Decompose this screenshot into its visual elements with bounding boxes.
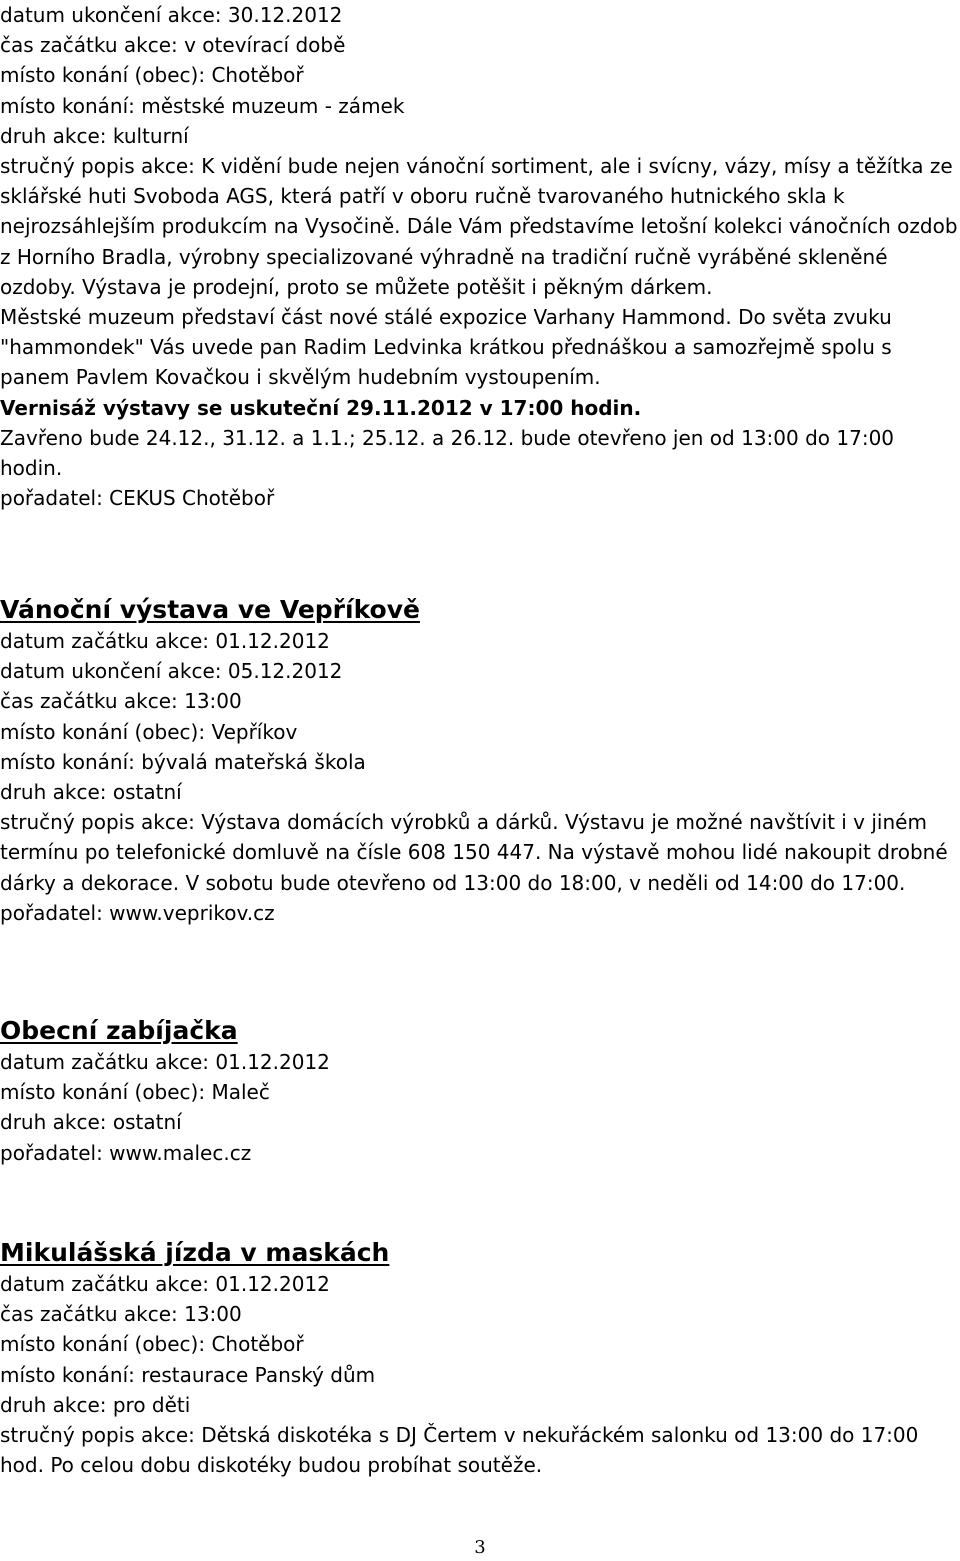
event-description: stručný popis akce: K vidění bude nejen vánoční sortiment, ale i svícny, vázy, mísy a těžítka ze sklářské huti Svoboda AGS, která patří v oboru ručně tvarovaného hutnického skla k nejrozsáhlejším produkcím na Vysočině. Dále Vám představíme letošní kolekci vánočních ozdob z Horního Bradla, výrobny specializované výhradně na tradiční ručně vyráběné skleněné ozdoby. Výstava je prodejní, proto se můžete potěšit i pěkným dárkem.: [0, 154, 958, 299]
event-venue-town: místo konání (obec): Chotěboř: [0, 1332, 304, 1357]
event-venue-town: místo konání (obec): Vepříkov: [0, 719, 298, 744]
event-venue: místo konání: městské muzeum - zámek: [0, 93, 405, 118]
event-start-time: čas začátku akce: v otevírací době: [0, 33, 346, 58]
event-end-date: datum ukončení akce: 05.12.2012: [0, 659, 343, 684]
event-type: druh akce: ostatní: [0, 780, 182, 805]
event-title: Obecní zabíjačka: [0, 1016, 238, 1045]
event-organizer: pořadatel: www.malec.cz: [0, 1140, 252, 1165]
event-start-date: datum začátku akce: 01.12.2012: [0, 629, 330, 653]
event-title: Mikulášská jízda v maskách: [0, 1238, 390, 1267]
event-museum-note: Městské muzeum představí část nové stálé expozice Varhany Hammond. Do světa zvuku "hammondek" Vás uvede pan Radim Ledvinka krátkou přednáškou a samozřejmě spolu s panem Pavlem Kovačkou i skvělým hudebním vystoupením.: [0, 305, 892, 390]
event-venue-town: místo konání (obec): Chotěboř: [0, 63, 304, 88]
event-type: druh akce: kulturní: [0, 123, 189, 148]
event-venue-town: místo konání (obec): Maleč: [0, 1080, 270, 1105]
event-type: druh akce: pro děti: [0, 1392, 191, 1417]
event-venue: místo konání: restaurace Panský dům: [0, 1362, 376, 1387]
event-closed-note: Zavřeno bude 24.12., 31.12. a 1.1.; 25.12. a 26.12. bude otevřeno jen od 13:00 do 17:00 hodin.: [0, 425, 895, 481]
event-start-time: čas začátku akce: 13:00: [0, 1302, 242, 1327]
event-start-time: čas začátku akce: 13:00: [0, 689, 242, 714]
event-vernissage: Vernisáž výstavy se uskuteční 29.11.2012 v 17:00 hodin.: [0, 395, 642, 420]
event-end-date: datum ukončení akce: 30.12.2012: [0, 3, 343, 27]
event-venue: místo konání: bývalá mateřská škola: [0, 749, 366, 774]
event-organizer: pořadatel: CEKUS Chotěboř: [0, 486, 275, 511]
event-title: Vánoční výstava ve Vepříkově: [0, 595, 420, 624]
event-section-museum: [0, 0, 960, 513]
event-description: stručný popis akce: Dětská diskotéka s DJ Čertem v nekuřáckém salonku od 13:00 do 17:00 hod. Po celou dobu diskotéky budou probíhat soutěže.: [0, 1423, 919, 1478]
event-description: stručný popis akce: Výstava domácích výrobků a dárků. Výstavu je možné navštívit i v jiném termínu po telefonické domluvě na čísle 608 150 447. Na výstavě mohou lidé nakoupit drobné dárky a dekorace. V sobotu bude otevřeno od 13:00 do 18:00, v neděli od 14:00 do 17:00.: [0, 810, 948, 895]
event-organizer: pořadatel: www.veprikov.cz: [0, 900, 275, 925]
page-number: 3: [474, 1537, 486, 1558]
event-section-veprikov: [0, 594, 960, 928]
event-start-date: datum začátku akce: 01.12.2012: [0, 1050, 330, 1074]
event-type: druh akce: ostatní: [0, 1110, 182, 1135]
event-section-mikulas: [0, 1237, 960, 1480]
event-section-malec: [0, 1015, 330, 1168]
event-start-date: datum začátku akce: 01.12.2012: [0, 1272, 330, 1296]
